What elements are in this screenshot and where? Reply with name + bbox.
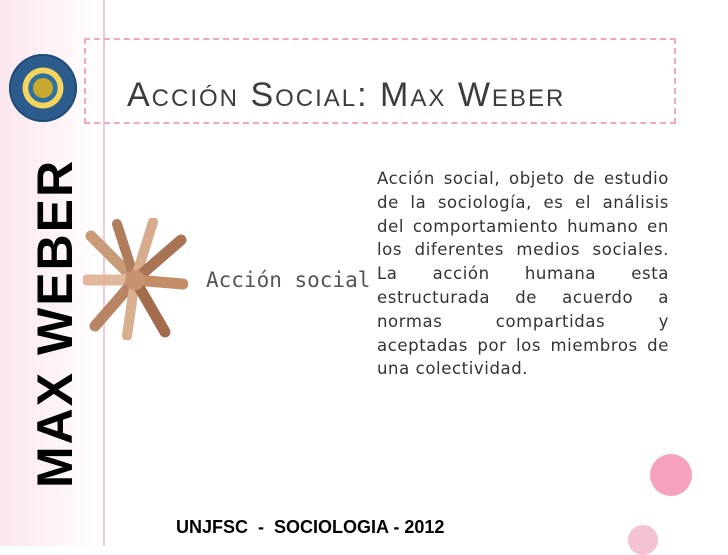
image-caption: Acción social [206,268,371,292]
decorative-circle-small [628,525,658,555]
vertical-side-title: MAX WEBER [27,158,83,488]
university-seal-icon [9,54,77,122]
slide-body-text: Acción social, objeto de estudio de la sociología, es el análisis del comportamiento humano en los diferentes medios sociales. La acción humana esta estructurada de acuerdo a normas compartidas y aceptadas por los miembros de una colectividad. [377,169,669,379]
seal-center [33,78,53,98]
hands-together-image [83,218,188,340]
slide-footer: UNJFSC - SOCIOLOGIA - 2012 [176,517,445,537]
decorative-circle-large [650,454,692,496]
slide-title: Acción Social: Max Weber [127,76,566,114]
